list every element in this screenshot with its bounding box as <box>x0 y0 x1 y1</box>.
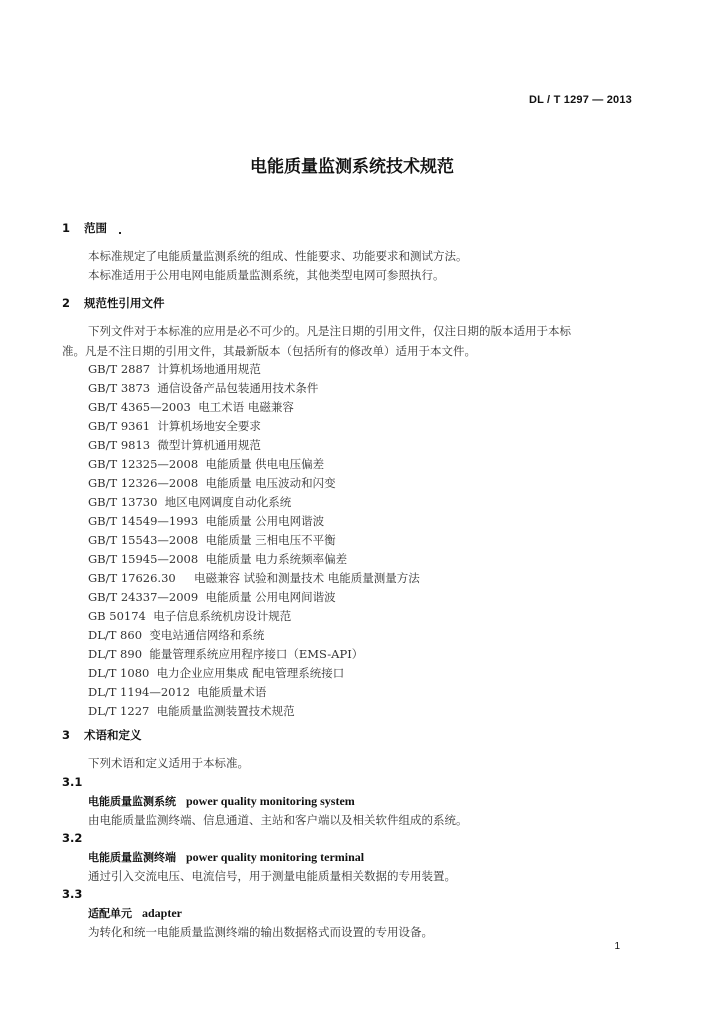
reference-code: DL/T 860 <box>88 628 143 642</box>
reference-item <box>88 362 261 376</box>
term-number: 3.3 <box>62 887 83 901</box>
reference-item <box>88 685 266 699</box>
reference-name: 电子信息系统机房设计规范 <box>153 609 292 623</box>
term-cn: 适配单元 <box>88 907 132 920</box>
scan-speck <box>119 232 121 234</box>
reference-item <box>88 400 294 414</box>
reference-code: GB/T 9813 <box>88 438 151 452</box>
reference-code: GB/T 24337—2009 <box>88 590 199 604</box>
document-title: 电能质量监测系统技术规范 <box>250 157 454 177</box>
term-definition: 为转化和统一电能质量监测终端的输出数据格式而设置的专用设备。 <box>88 925 433 939</box>
reference-item <box>88 571 420 585</box>
reference-name: 计算机场地安全要求 <box>157 419 261 433</box>
reference-item <box>88 609 291 623</box>
section-number: 3 <box>62 728 71 742</box>
reference-item <box>88 419 261 433</box>
reference-code: GB/T 9361 <box>88 419 151 433</box>
paragraph: 本标准规定了电能质量监测系统的组成、性能要求、功能要求和测试方法。 <box>88 249 468 263</box>
paragraph: 下列术语和定义适用于本标准。 <box>88 756 249 770</box>
section-number: 1 <box>62 221 71 235</box>
reference-name: 电能质量 供电电压偏差 <box>205 457 325 471</box>
reference-item <box>88 666 344 680</box>
term-en: adapter <box>142 906 182 920</box>
term-heading <box>88 850 364 865</box>
reference-item <box>88 704 295 718</box>
reference-name: 电能质量监测装置技术规范 <box>156 704 295 718</box>
reference-code: GB/T 17626.30 <box>88 571 176 585</box>
standard-code: DL / T 1297 — 2013 <box>528 94 632 106</box>
term-en: power quality monitoring system <box>186 794 355 808</box>
term-heading <box>88 906 182 921</box>
reference-item <box>88 381 318 395</box>
term-number: 3.2 <box>62 831 83 845</box>
reference-name: 电能质量 电压波动和闪变 <box>205 476 336 490</box>
paragraph: 准。凡是不注日期的引用文件，其最新版本（包括所有的修改单）适用于本文件。 <box>62 344 476 358</box>
reference-name: 能量管理系统应用程序接口（EMS-API） <box>149 647 364 661</box>
reference-item <box>88 438 261 452</box>
reference-code: DL/T 1194—2012 <box>88 685 191 699</box>
reference-code: GB/T 3873 <box>88 381 151 395</box>
reference-name: 微型计算机通用规范 <box>157 438 261 452</box>
reference-code: DL/T 1227 <box>88 704 150 718</box>
reference-name: 通信设备产品包装通用技术条件 <box>157 381 319 395</box>
term-cn: 电能质量监测终端 <box>88 851 176 864</box>
reference-name: 电能质量术语 <box>197 685 267 699</box>
reference-item <box>88 495 291 509</box>
reference-code: GB/T 14549—1993 <box>88 514 199 528</box>
reference-code: GB/T 15543—2008 <box>88 533 199 547</box>
reference-code: DL/T 1080 <box>88 666 150 680</box>
term-number: 3.1 <box>62 775 83 789</box>
reference-name: 变电站通信网络和系统 <box>149 628 265 642</box>
reference-item <box>88 590 336 604</box>
reference-name: 计算机场地通用规范 <box>157 362 261 376</box>
reference-item <box>88 514 324 528</box>
paragraph: 本标准适用于公用电网电能质量监测系统，其他类型电网可参照执行。 <box>88 268 445 282</box>
reference-item <box>88 476 336 490</box>
section-title: 范围 <box>84 221 107 235</box>
reference-name: 电力企业应用集成 配电管理系统接口 <box>156 666 345 680</box>
reference-code: GB 50174 <box>88 609 146 623</box>
section-number: 2 <box>62 296 71 310</box>
term-heading <box>88 794 355 809</box>
reference-item <box>88 552 347 566</box>
reference-code: GB/T 13730 <box>88 495 158 509</box>
reference-name: 电工术语 电磁兼容 <box>198 400 294 414</box>
term-definition: 通过引入交流电压、电流信号，用于测量电能质量相关数据的专用装置。 <box>88 869 456 883</box>
reference-code: GB/T 2887 <box>88 362 151 376</box>
section-title: 术语和定义 <box>84 728 142 742</box>
reference-code: GB/T 4365—2003 <box>88 400 191 414</box>
term-cn: 电能质量监测系统 <box>88 795 176 808</box>
reference-item <box>88 457 324 471</box>
term-en: power quality monitoring terminal <box>186 850 365 864</box>
section-title: 规范性引用文件 <box>84 296 165 310</box>
reference-name: 电能质量 公用电网间谐波 <box>205 590 336 604</box>
page-number: 1 <box>614 941 620 952</box>
term-definition: 由电能质量监测终端、信息通道、主站和客户端以及相关软件组成的系统。 <box>88 813 468 827</box>
reference-name: 电能质量 电力系统频率偏差 <box>205 552 348 566</box>
reference-code: GB/T 12326—2008 <box>88 476 199 490</box>
reference-name: 电磁兼容 试验和测量技术 电能质量测量方法 <box>194 571 420 585</box>
reference-name: 电能质量 三相电压不平衡 <box>205 533 336 547</box>
reference-code: GB/T 15945—2008 <box>88 552 199 566</box>
reference-code: DL/T 890 <box>88 647 143 661</box>
reference-item <box>88 647 363 661</box>
reference-name: 地区电网调度自动化系统 <box>164 495 292 509</box>
reference-item <box>88 628 264 642</box>
reference-name: 电能质量 公用电网谐波 <box>205 514 325 528</box>
paragraph: 下列文件对于本标准的应用是必不可少的。凡是注日期的引用文件，仅注日期的版本适用于本标 <box>88 324 571 338</box>
reference-item <box>88 533 336 547</box>
reference-code: GB/T 12325—2008 <box>88 457 199 471</box>
